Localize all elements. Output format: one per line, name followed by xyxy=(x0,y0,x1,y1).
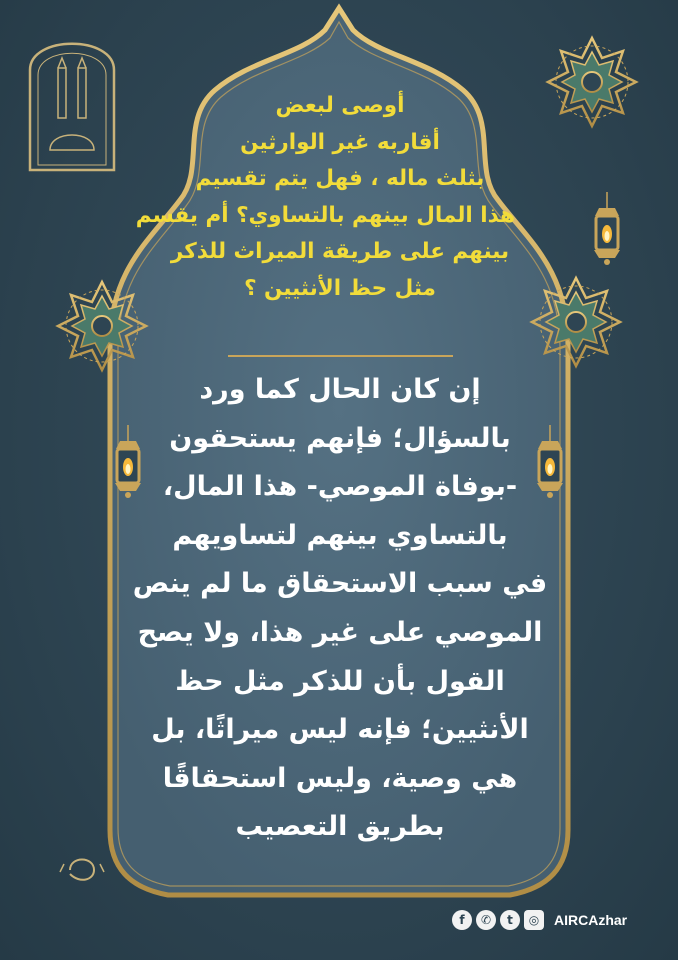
center-logo-icon xyxy=(60,860,104,880)
whatsapp-icon[interactable]: ✆ xyxy=(476,910,496,930)
answer-line: بطريق التعصيب xyxy=(235,811,445,843)
answer-line: الأنثيين؛ فإنه ليس ميراثًا، بل xyxy=(151,714,529,746)
social-links xyxy=(452,910,627,930)
answer-text xyxy=(110,366,570,852)
answer-line: القول بأن للذكر مثل حظ xyxy=(175,665,505,697)
question-text xyxy=(135,88,515,307)
answer-line: إن كان الحال كما ورد xyxy=(199,374,481,405)
question-line: أوصى لبعض xyxy=(275,93,405,118)
question-line: بينهم على طريقة الميراث للذكر xyxy=(170,239,510,264)
question-line: هذا المال بينهم بالتساوي؟ أم يقسم xyxy=(135,202,515,228)
answer-line: بالسؤال؛ فإنهم يستحقون xyxy=(169,422,511,454)
question-line: بثلث ماله ، فهل يتم تقسيم xyxy=(195,166,485,191)
answer-line: بالتساوي بينهم لتساويهم xyxy=(172,519,508,551)
question-line: أقاربه غير الوارثين xyxy=(240,129,440,155)
instagram-icon[interactable]: ◎ xyxy=(524,910,544,930)
answer-line: هي وصية، وليس استحقاقًا xyxy=(162,762,518,794)
mosque-emblem-icon xyxy=(30,44,114,170)
divider xyxy=(228,355,453,357)
answer-line: في سبب الاستحقاق ما لم ينص xyxy=(132,568,548,600)
question-line: مثل حظ الأنثيين ؟ xyxy=(244,275,436,301)
facebook-icon[interactable]: f xyxy=(452,910,472,930)
social-handle[interactable]: AIRCAzhar xyxy=(554,912,628,928)
answer-line: الموصي على غير هذا، ولا يصح xyxy=(137,616,543,648)
twitter-icon[interactable]: t xyxy=(500,910,520,930)
answer-line: -بوفاة الموصي- هذا المال، xyxy=(162,471,518,503)
